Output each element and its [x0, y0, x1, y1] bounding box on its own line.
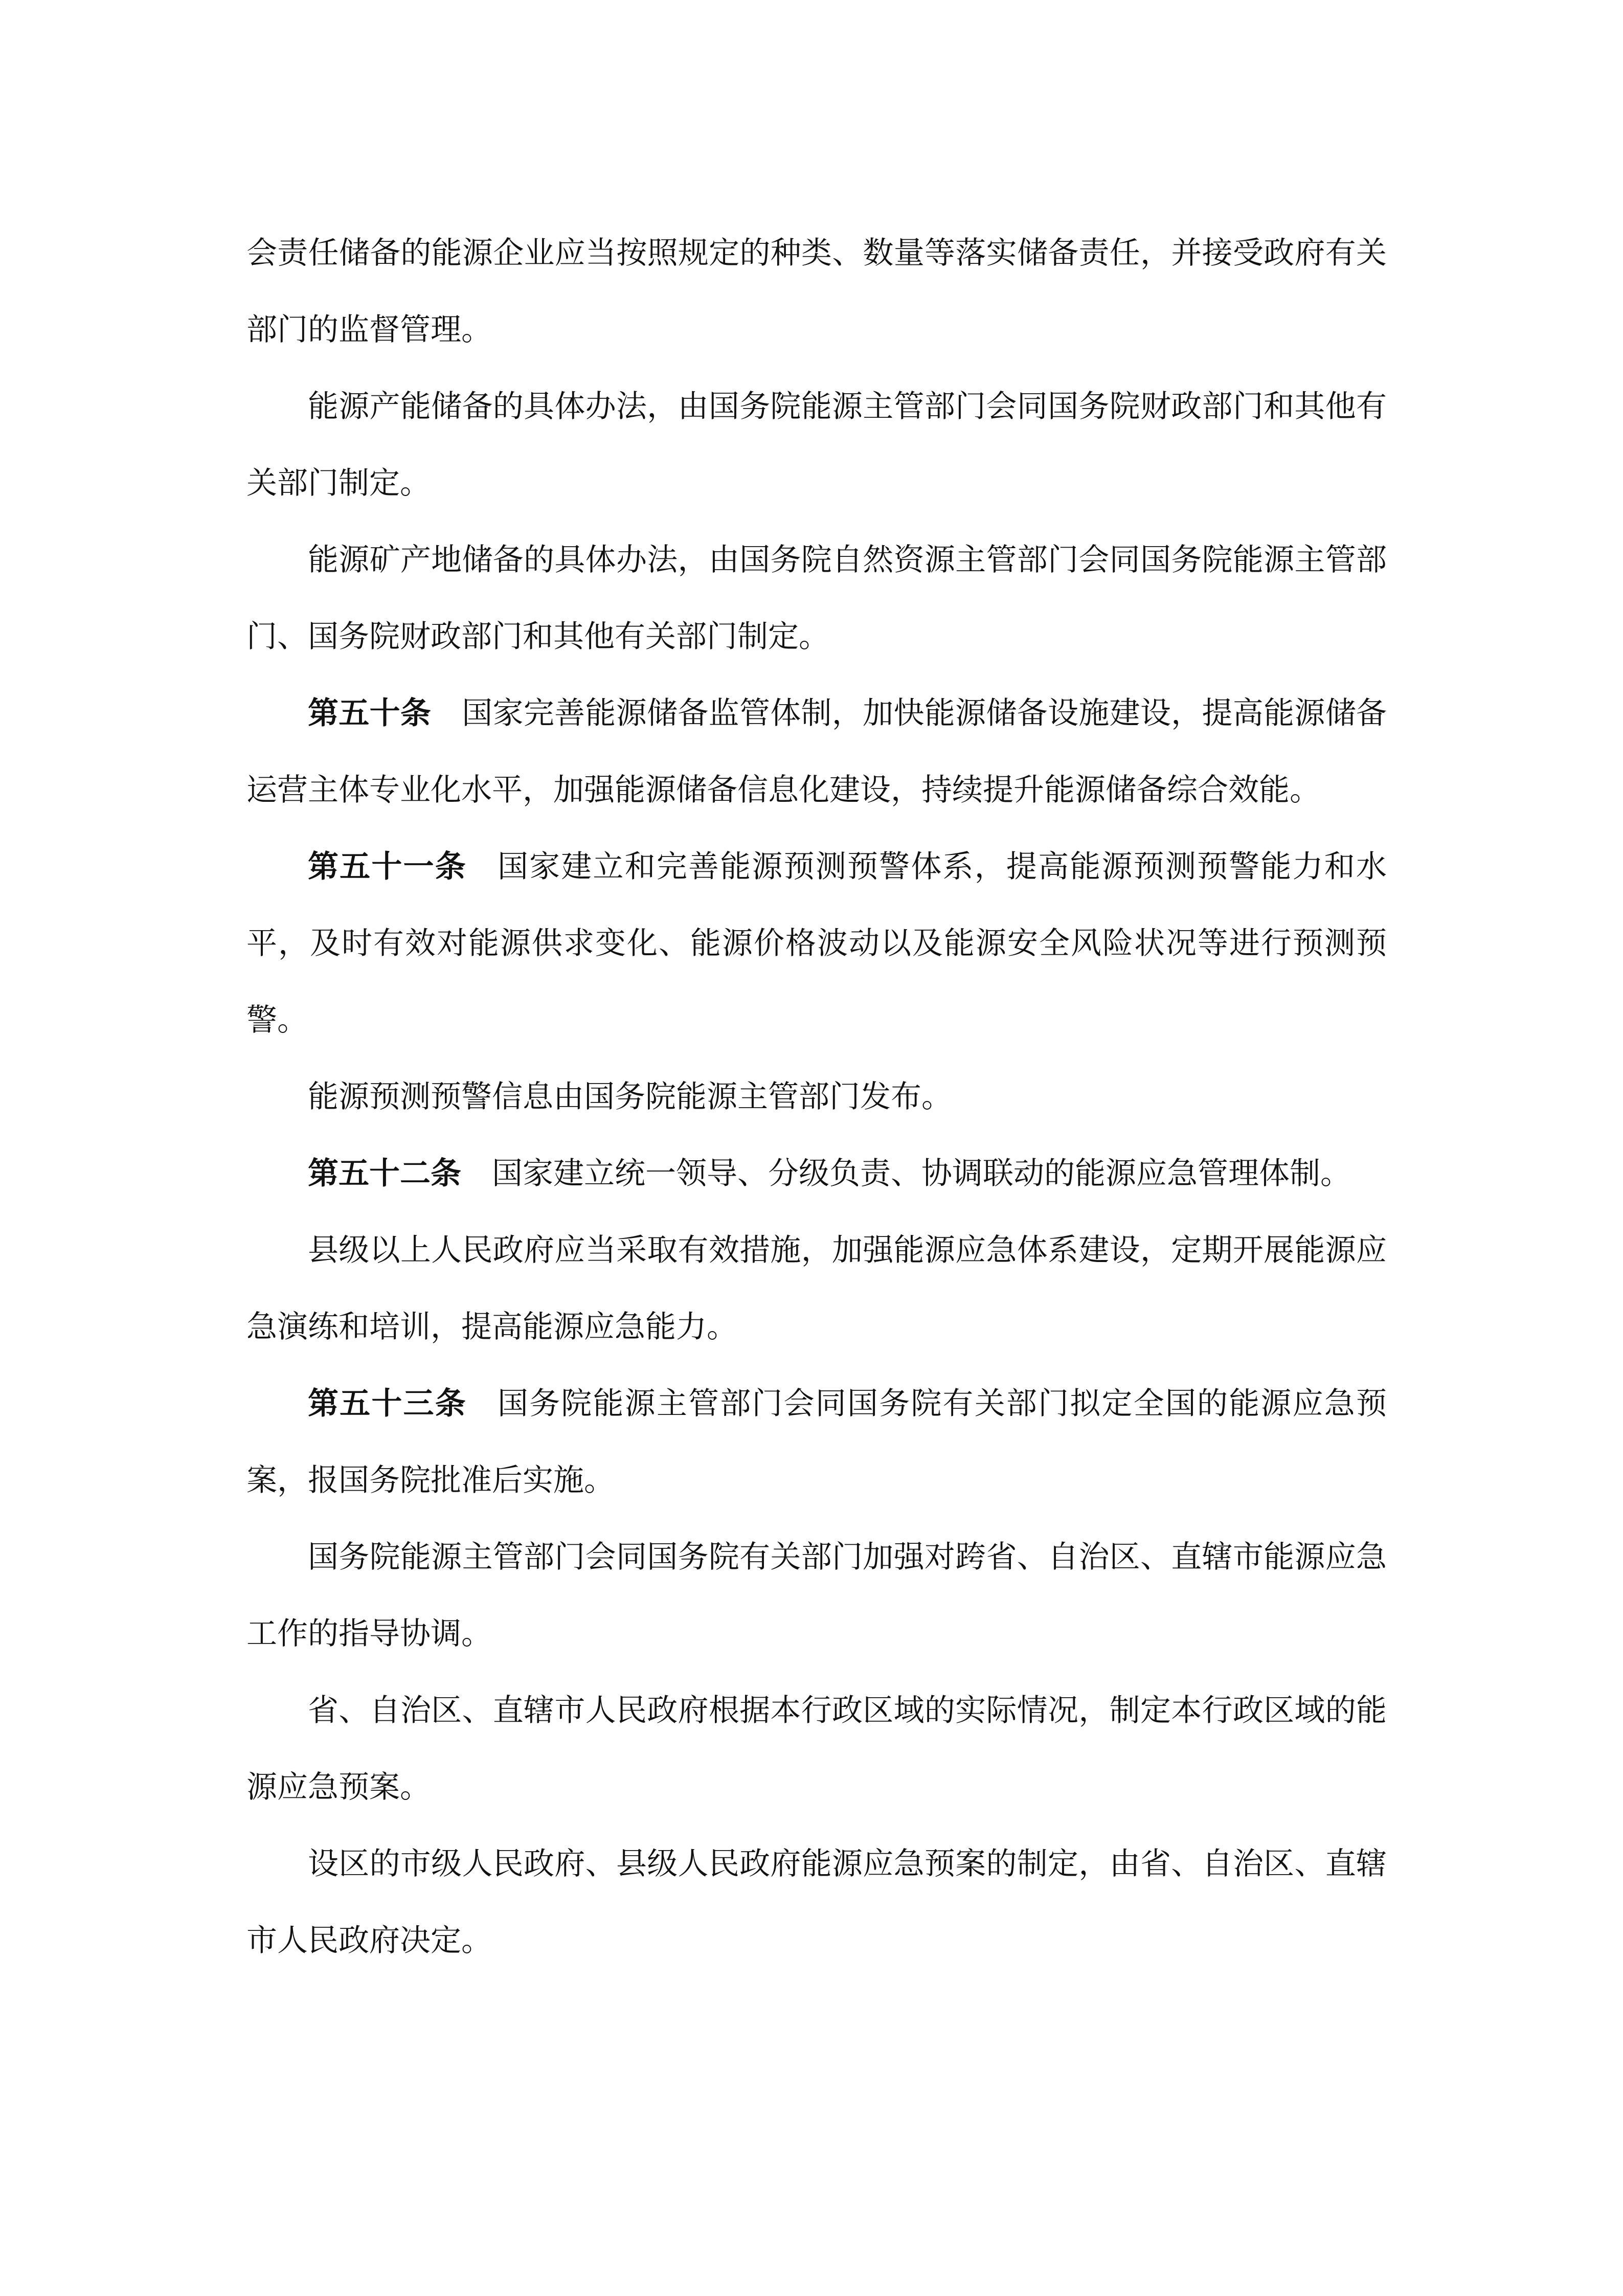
paragraph-11: [246, 1672, 1387, 1826]
paragraph-10: [246, 1519, 1387, 1672]
paragraph-1: [246, 215, 1387, 368]
paragraph-text: 能源矿产地储备的具体办法，由国务院自然资源主管部门会同国务院能源主管部门、国务院财政部门和其他有关部门制定。: [246, 542, 1387, 655]
paragraph-text: 设区的市级人民政府、县级人民政府能源应急预案的制定，由省、自治区、直辖市人民政府决定。: [246, 1846, 1387, 1959]
paragraph-text: 能源产能储备的具体办法，由国务院能源主管部门会同国务院财政部门和其他有关部门制定。: [246, 389, 1387, 501]
paragraph-text: 会责任储备的能源企业应当按照规定的种类、数量等落实储备责任，并接受政府有关部门的监督管理。: [246, 235, 1387, 348]
article-51: [246, 828, 1387, 1059]
article-53: [246, 1365, 1387, 1519]
document-body: [246, 215, 1387, 1979]
paragraph-8: [246, 1212, 1387, 1365]
article-number: 第五十二条: [308, 1156, 461, 1191]
paragraph-6: [246, 1059, 1387, 1135]
paragraph-text: 国家建立和完善能源预测预警体系，提高能源预测预警能力和水平，及时有效对能源供求变化、能源价格波动以及能源安全风险状况等进行预测预警。: [246, 849, 1387, 1038]
paragraph-text: 省、自治区、直辖市人民政府根据本行政区域的实际情况，制定本行政区域的能源应急预案。: [246, 1693, 1387, 1805]
paragraph-text: 国务院能源主管部门会同国务院有关部门拟定全国的能源应急预案，报国务院批准后实施。: [246, 1386, 1387, 1498]
paragraph-text: 能源预测预警信息由国务院能源主管部门发布。: [308, 1079, 952, 1115]
article-number: 第五十条: [308, 695, 432, 731]
paragraph-text: 县级以上人民政府应当采取有效措施，加强能源应急体系建设，定期开展能源应急演练和培训，提高能源应急能力。: [246, 1232, 1387, 1345]
article-number: 第五十一条: [308, 849, 467, 885]
article-52: [246, 1135, 1387, 1212]
paragraph-3: [246, 522, 1387, 675]
article-50: [246, 675, 1387, 828]
article-number: 第五十三条: [308, 1386, 467, 1422]
paragraph-2: [246, 368, 1387, 522]
paragraph-text: 国家建立统一领导、分级负责、协调联动的能源应急管理体制。: [492, 1156, 1351, 1191]
paragraph-text: 国家完善能源储备监管体制，加快能源储备设施建设，提高能源储备运营主体专业化水平，加强能源储备信息化建设，持续提升能源储备综合效能。: [246, 695, 1387, 808]
paragraph-text: 国务院能源主管部门会同国务院有关部门加强对跨省、自治区、直辖市能源应急工作的指导协调。: [246, 1539, 1387, 1652]
paragraph-12: [246, 1826, 1387, 1979]
